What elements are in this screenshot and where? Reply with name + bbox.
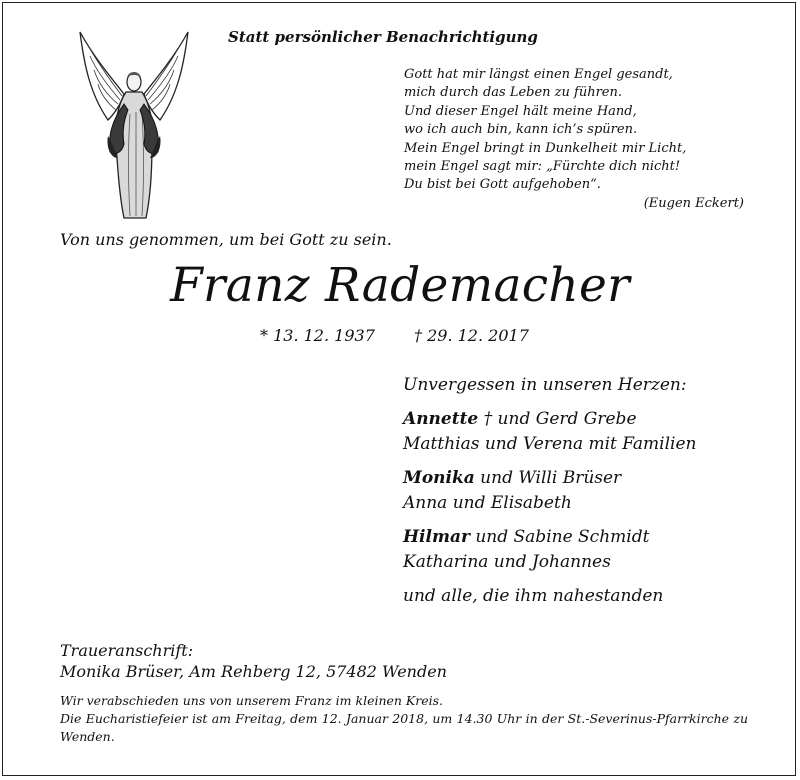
mourners-intro: Unvergessen in unseren Herzen: [403, 375, 687, 395]
angel-illustration [78, 24, 190, 220]
mourning-address [60, 640, 447, 682]
mourner-line-2: Matthias und Verena mit Familien [403, 434, 697, 454]
poem-line: wo ich auch bin, kann ich’s spüren. [404, 122, 638, 138]
notes-line-1: Wir verabschieden uns von unserem Franz im kleinen Kreis. [60, 693, 444, 708]
mourner-line-2: Katharina und Johannes [403, 552, 611, 572]
poem-line: mich durch das Leben zu führen. [404, 85, 623, 101]
mourner-line [403, 407, 697, 432]
mourner-group [403, 525, 697, 575]
mourner-line-2: Anna und Elisabeth [403, 493, 572, 513]
mourner-line [403, 466, 697, 491]
poem-line: mein Engel sagt mir: „Fürchte dich nicht! [404, 159, 681, 175]
mourner-rest: und Sabine Schmidt [469, 527, 650, 547]
taken-from-us-text: Von uns genommen, um bei Gott zu sein. [60, 230, 392, 249]
mourner-rest: † und Gerd Grebe [478, 409, 637, 429]
birth-date: * 13. 12. 1937 [260, 326, 375, 345]
mourners-list [403, 373, 697, 609]
mourner-name: Monika [403, 468, 475, 488]
mourner-name: Hilmar [403, 527, 470, 547]
notes-line-2: Die Eucharistiefeier ist am Freitag, dem 12. Januar 2018, um 14.30 Uhr in der St.-Severinus-Pfarrkirche zu Wenden. [60, 711, 748, 744]
address-label: Traueranschrift: [60, 641, 194, 660]
mourner-group [403, 407, 697, 457]
mourner-group [403, 466, 697, 516]
notice-header: Statt persönlicher Benachrichtigung [228, 28, 538, 46]
mourners-closing: und alle, die ihm nahestanden [403, 586, 664, 606]
poem-author: (Eugen Eckert) [643, 195, 744, 211]
death-date: † 29. 12. 2017 [414, 326, 529, 345]
deceased-name: Franz Rademacher [170, 258, 630, 313]
mourner-name: Annette [403, 409, 479, 429]
poem-line: Mein Engel bringt in Dunkelheit mir Licht, [404, 140, 687, 156]
service-notes [60, 692, 748, 746]
poem-line: Und dieser Engel hält meine Hand, [404, 103, 637, 119]
address-value: Monika Brüser, Am Rehberg 12, 57482 Wenden [60, 662, 447, 681]
poem-line: Gott hat mir längst einen Engel gesandt, [404, 67, 673, 82]
poem [404, 66, 744, 213]
mourner-line [403, 525, 697, 550]
poem-line: Du bist bei Gott aufgehoben“. [404, 177, 601, 193]
mourner-rest: und Willi Brüser [474, 468, 622, 488]
